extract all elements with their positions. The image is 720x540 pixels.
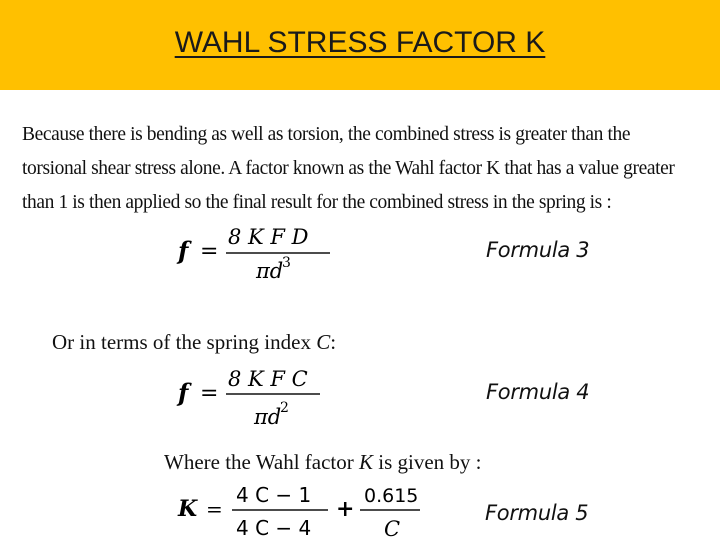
intro-line-1: Because there is bending as well as torsion, the combined stress is greater than the [22,124,631,145]
formula-5-plus: + [336,496,355,522]
formula-5-label: Formula 5 [485,501,589,525]
formula-5-numerator-2: 0.615 [364,485,419,507]
wahl-factor-sentence [164,450,482,475]
spring-index-symbol: C [316,330,331,354]
formula-3-numerator: 8 K F D [228,225,309,249]
formula-4-equals: = [200,381,219,406]
intro-line-3: than 1 is then applied so the final result for the combined stress in the spring is : [22,192,612,213]
formula-4-lhs: f [178,378,189,407]
intro-line-2: torsional shear stress alone. A factor known as the Wahl factor K that has a value greater [22,158,675,179]
formula-4-numerator: 8 K F C [228,367,308,391]
formula-3-equals: = [200,239,219,264]
formula-3-exponent: 3 [282,255,291,271]
formula-3-label: Formula 3 [486,238,590,262]
formula-4 [170,364,340,434]
page-title: WAHL STRESS FACTOR K [174,26,546,59]
wahl-text-after: is given by : [378,450,482,474]
formula-5-lhs: K [178,496,198,522]
formula-5 [172,480,432,540]
formula-4-denominator: πd [254,405,282,429]
formula-4-label: Formula 4 [486,380,590,404]
formula-4-exponent: 2 [280,400,289,416]
intro-paragraph [22,118,712,220]
wahl-symbol: K [359,450,374,474]
spring-index-sentence [52,330,336,355]
spring-index-suffix: : [330,330,337,354]
formula-3 [170,220,340,290]
formula-3-denominator: πd [256,259,284,283]
wahl-text-before: Where the Wahl factor [164,450,354,474]
spring-index-text: Or in terms of the spring index [52,330,311,354]
formula-3-lhs: f [178,236,189,265]
formula-5-denominator-1: 4 C − 4 [236,516,312,540]
formula-5-denominator-2: C [384,517,401,540]
formula-5-equals: = [206,497,223,521]
formula-5-numerator-1: 4 C − 1 [236,483,312,507]
